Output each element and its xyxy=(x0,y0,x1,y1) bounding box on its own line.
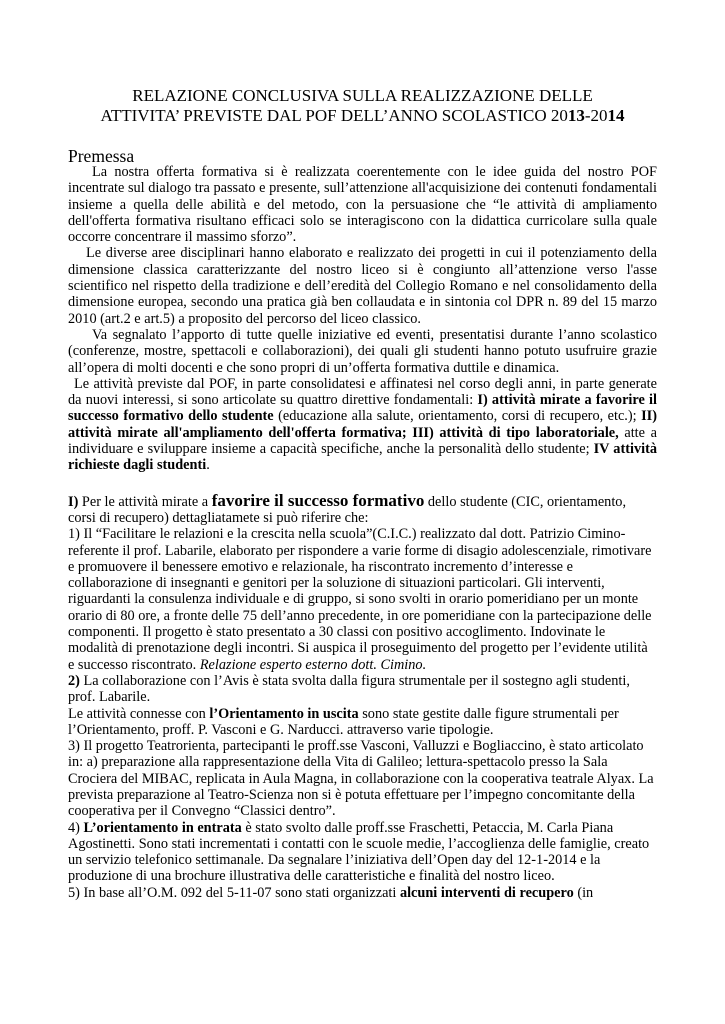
paragraph-direttive: Le attività previste dal POF, in parte consolidatesi e affinatesi nel corso degli anni, in parte generate da nuovi interessi, si sono articolate su quattro direttive fondamentali: I) attività mirate a favorire il successo formativo dello studente (educazione alla salute, orientamento, corsi di recupero, etc.); II) attività mirate all'ampliamento dell'offerta formativa; III) attività di tipo laboratoriale, atte a individuare e sviluppare insieme a capacità specifiche, anche la personalità dello studente; IV attività richieste dagli studenti. xyxy=(68,375,657,474)
title-line-2: ATTIVITA’ PREVISTE DAL POF DELL’ANNO SCOLASTICO 2013-2014 xyxy=(100,106,625,125)
list-item-avis: 2) La collaborazione con l’Avis è stata svolta dalla figura strumentale per il sostegno agli studenti, prof. Labarile. xyxy=(68,672,630,706)
list-item-orientamento-entrata: 4) L’orientamento in entrata è stato svolto dalle proff.sse Fraschetti, Petaccia, M. Carla Piana Agostinetti. Sono stati incrementati i contatti con le scuole medie, l’accoglienza delle famiglie, creato un servizio telefonico settimanale. Da segnalare l’iniziativa dell’Open day del 12-1-2014 e la produzione di una brochure illustrativa delle caratteristiche e finalità del nostro liceo. xyxy=(68,819,650,885)
list-item-recupero: 5) In base all’O.M. 092 del 5-11-07 sono stati organizzati alcuni interventi di recupero (in xyxy=(68,884,594,901)
paragraph-intro: La nostra offerta formativa si è realizzata coerentemente con le idee guida del nostro POF incentrate sul dialogo tra passato e presente, sull’attenzione all'acquisizione dei contenuti fondamentali insieme a quella delle abilità e del metodo, con la persuasione che “le attività di ampliamento dell'offerta formativa risultano efficaci solo se interagiscono con la didattica curricolare sulla quale occorre concentrare il massimo sforzo”. xyxy=(68,164,657,246)
section-successo-formativo: I) Per le attività mirate a favorire il successo formativo dello studente (CIC, orientamento, corsi di recupero) dettagliatamete si può riferire che: xyxy=(68,490,627,526)
list-item-cic: 1) Il “Facilitare le relazioni e la crescita nella scuola”(C.I.C.) realizzato dal dott. Patrizio Cimino- referente il prof. Labarile, elaborato per rispondere a varie forme di disagio adolescenziale, rimotivare e promuovere il benessere emotivo e relazionale, ha riscontrato incremento d’interesse e collaborazione di insegnanti e genitori per la soluzione di situazioni particolari. Gli interventi, riguardanti la consulenza individuale e di gruppo, si sono svolti in orario pomeridiano per un monte orario di 80 ore, a fronte delle 75 dell’anno precedente, in ore pomeridiane con la partecipazione delle componenti. Il progetto è stato presentato a 30 classi con positivo accoglimento. Indovinate le modalità di prenotazione degli incontri. Si auspica il proseguimento del progetto per l’evidente utilità e successo riscontrato. Relazione esperto esterno dott. Cimino. xyxy=(68,526,652,673)
document-title xyxy=(60,86,665,126)
list-item-teatrorienta: 3) Il progetto Teatrorienta, partecipanti le proff.sse Vasconi, Valluzzi e Bogliaccino, è stato articolato in: a) preparazione alla rappresentazione della Vita di Galileo; lettura-spettacolo presso la Sala Crociera del MIBAC, replicata in Aula Magna, in collaborazione con la cooperativa teatrale Alyax. La prevista preparazione al Teatro-Scienza non si è potuta effettuare per l’impegno concomitante della cooperativa per il Convegno “Classici dentro”. xyxy=(68,738,654,820)
paragraph-orientamento-uscita: Le attività connesse con l’Orientamento in uscita sono state gestite dalle figure strumentali per l’Orientamento, proff. P. Vasconi e G. Narducci. attraverso varie tipologie. xyxy=(68,705,619,738)
document-body xyxy=(68,164,657,901)
section-heading-premessa: Premessa xyxy=(68,146,135,166)
paragraph-aree-disciplinari: Le diverse aree disciplinari hanno elaborato e realizzato dei progetti in cui il potenziamento della dimensione classica caratterizzante del nostro liceo si è congiunto all’attenzione verso l'asse scientifico nel rispetto della tradizione e dell’eredità del Collegio Romano e nel consolidamento della dimensione europea, secondo una pratica già ben collaudata e in sintonia col DPR n. 89 del 15 marzo 2010 (art.2 e art.5) a proposito del percorso del liceo classico. xyxy=(68,245,657,327)
title-line-1: RELAZIONE CONCLUSIVA SULLA REALIZZAZIONE DELLE xyxy=(132,86,593,105)
paragraph-iniziative: Va segnalato l’apporto di tutte quelle iniziative ed eventi, presentatisi durante l’anno scolastico (conferenze, mostre, spettacoli e collaborazioni), dei quali gli studenti hanno potuto usufruire grazie all’opera di molti docenti e che sono propri di un’offerta formativa duttile e dinamica. xyxy=(68,326,657,376)
